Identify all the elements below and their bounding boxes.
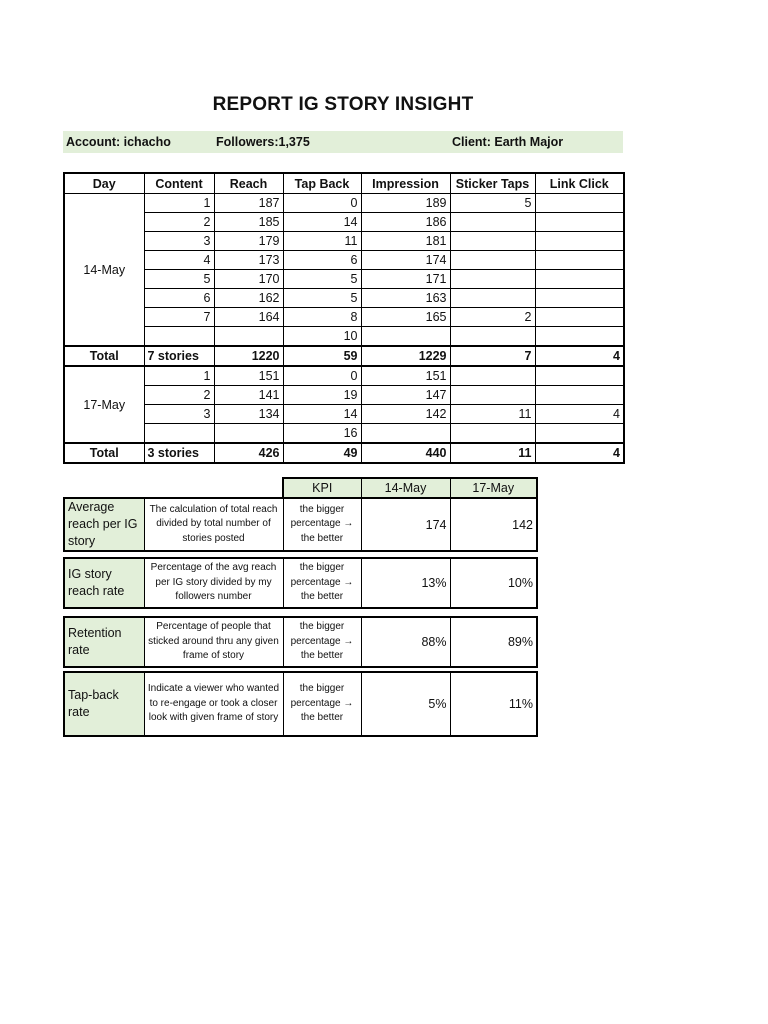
table-cell xyxy=(450,289,535,308)
table-cell xyxy=(450,366,535,386)
table-cell: 3 xyxy=(144,232,214,251)
kpi-header-label: KPI xyxy=(283,478,361,498)
table-cell xyxy=(144,424,214,444)
table-cell: 14 xyxy=(283,213,361,232)
table-cell: 170 xyxy=(214,270,283,289)
table-cell xyxy=(450,424,535,444)
table-row xyxy=(64,251,624,270)
kpi-description: Indicate a viewer who wanted to re-engage or took a closer look with given frame of story xyxy=(144,672,283,736)
kpi-description: The calculation of total reach divided by total number of stories posted xyxy=(144,498,283,551)
table-cell: 179 xyxy=(214,232,283,251)
table-cell xyxy=(450,251,535,270)
total-cell-reach: 426 xyxy=(214,443,283,463)
total-cell-label: Total xyxy=(64,346,144,366)
kpi-value-17-may: 11% xyxy=(450,672,537,736)
table-cell: 141 xyxy=(214,386,283,405)
table-cell: 16 xyxy=(283,424,361,444)
table-cell: 181 xyxy=(361,232,450,251)
total-cell-sticker: 11 xyxy=(450,443,535,463)
table-cell xyxy=(535,386,624,405)
table-cell xyxy=(144,327,214,347)
column-header: Sticker Taps xyxy=(450,173,535,194)
table-row xyxy=(64,289,624,308)
kpi-header-row xyxy=(283,478,537,498)
kpi-description: Percentage of people that sticked around thru any given frame of story xyxy=(144,617,283,667)
total-cell-impression: 440 xyxy=(361,443,450,463)
table-cell xyxy=(535,366,624,386)
kpi-name: Tap-back rate xyxy=(64,672,144,736)
kpi-row-retention-rate xyxy=(63,616,538,668)
total-cell-stories: 7 stories xyxy=(144,346,214,366)
kpi-value-14-may: 174 xyxy=(361,498,450,551)
table-row xyxy=(64,232,624,251)
total-cell-link: 4 xyxy=(535,346,624,366)
table-cell xyxy=(535,308,624,327)
table-cell: 4 xyxy=(144,251,214,270)
table-cell xyxy=(214,327,283,347)
table-row xyxy=(64,327,624,347)
table-cell: 10 xyxy=(283,327,361,347)
table-cell: 6 xyxy=(144,289,214,308)
kpi-name: Average reach per IG story xyxy=(64,498,144,551)
total-row xyxy=(64,443,624,463)
column-header: Content xyxy=(144,173,214,194)
kpi-value-14-may: 13% xyxy=(361,558,450,608)
table-row xyxy=(64,194,624,213)
table-cell: 151 xyxy=(214,366,283,386)
kpi-value-14-may: 5% xyxy=(361,672,450,736)
table-cell: 5 xyxy=(450,194,535,213)
table-cell: 151 xyxy=(361,366,450,386)
total-cell-impression: 1229 xyxy=(361,346,450,366)
kpi-value-14-may: 88% xyxy=(361,617,450,667)
table-cell: 2 xyxy=(144,386,214,405)
table-cell: 187 xyxy=(214,194,283,213)
table-cell: 189 xyxy=(361,194,450,213)
table-cell: 5 xyxy=(144,270,214,289)
table-cell xyxy=(450,213,535,232)
table-cell: 171 xyxy=(361,270,450,289)
kpi-value-17-may: 10% xyxy=(450,558,537,608)
column-header: Reach xyxy=(214,173,283,194)
table-cell: 173 xyxy=(214,251,283,270)
kpi-header-date-1: 14-May xyxy=(361,478,450,498)
table-cell xyxy=(361,327,450,347)
column-header: Day xyxy=(64,173,144,194)
total-cell-reach: 1220 xyxy=(214,346,283,366)
table-cell xyxy=(535,289,624,308)
kpi-name: Retention rate xyxy=(64,617,144,667)
kpi-goal: the bigger percentage → the better xyxy=(283,558,361,608)
total-cell-label: Total xyxy=(64,443,144,463)
table-row xyxy=(64,270,624,289)
total-row xyxy=(64,346,624,366)
table-cell: 185 xyxy=(214,213,283,232)
table-header-row xyxy=(64,173,624,194)
table-cell: 147 xyxy=(361,386,450,405)
table-row xyxy=(64,424,624,444)
report-title: REPORT IG STORY INSIGHT xyxy=(212,94,474,115)
table-cell: 0 xyxy=(283,366,361,386)
table-row xyxy=(64,405,624,424)
column-header: Link Click xyxy=(535,173,624,194)
total-cell-link: 4 xyxy=(535,443,624,463)
column-header: Tap Back xyxy=(283,173,361,194)
table-cell xyxy=(450,270,535,289)
kpi-value-17-may: 142 xyxy=(450,498,537,551)
account-label: Account: ichacho xyxy=(66,135,171,149)
table-body xyxy=(64,194,624,464)
table-cell xyxy=(450,327,535,347)
total-cell-sticker: 7 xyxy=(450,346,535,366)
account-info-bar xyxy=(63,131,623,153)
table-cell xyxy=(535,194,624,213)
total-cell-stories: 3 stories xyxy=(144,443,214,463)
table-row xyxy=(64,366,624,386)
table-cell xyxy=(535,213,624,232)
kpi-value-17-may: 89% xyxy=(450,617,537,667)
table-cell xyxy=(361,424,450,444)
table-cell: 7 xyxy=(144,308,214,327)
table-cell: 186 xyxy=(361,213,450,232)
table-cell: 165 xyxy=(361,308,450,327)
table-cell: 3 xyxy=(144,405,214,424)
table-row xyxy=(64,213,624,232)
kpi-header-table xyxy=(282,477,538,499)
table-cell: 134 xyxy=(214,405,283,424)
table-cell: 142 xyxy=(361,405,450,424)
day-cell: 14-May xyxy=(64,194,144,347)
table-row xyxy=(64,386,624,405)
table-cell: 0 xyxy=(283,194,361,213)
client-label: Client: Earth Major xyxy=(452,135,564,149)
kpi-header-date-2: 17-May xyxy=(450,478,537,498)
table-cell: 19 xyxy=(283,386,361,405)
table-cell: 11 xyxy=(283,232,361,251)
table-cell: 174 xyxy=(361,251,450,270)
table-cell xyxy=(214,424,283,444)
table-cell: 163 xyxy=(361,289,450,308)
total-cell-tap-back: 59 xyxy=(283,346,361,366)
kpi-row-reach-rate xyxy=(63,557,538,609)
table-cell: 2 xyxy=(144,213,214,232)
column-header: Impression xyxy=(361,173,450,194)
table-cell: 6 xyxy=(283,251,361,270)
followers-label: Followers:1,375 xyxy=(216,135,310,149)
kpi-goal: the bigger percentage → the better xyxy=(283,617,361,667)
story-insight-table xyxy=(63,172,625,464)
kpi-description: Percentage of the avg reach per IG story divided by my followers number xyxy=(144,558,283,608)
table-cell xyxy=(450,232,535,251)
kpi-row-average-reach xyxy=(63,497,538,552)
table-cell: 1 xyxy=(144,194,214,213)
table-cell: 164 xyxy=(214,308,283,327)
table-cell: 162 xyxy=(214,289,283,308)
table-row xyxy=(64,308,624,327)
table-cell: 5 xyxy=(283,270,361,289)
table-cell: 2 xyxy=(450,308,535,327)
total-cell-tap-back: 49 xyxy=(283,443,361,463)
table-cell xyxy=(535,424,624,444)
day-cell: 17-May xyxy=(64,366,144,443)
table-cell: 11 xyxy=(450,405,535,424)
table-cell xyxy=(450,386,535,405)
table-cell xyxy=(535,327,624,347)
kpi-name: IG story reach rate xyxy=(64,558,144,608)
table-cell xyxy=(535,270,624,289)
table-cell xyxy=(535,232,624,251)
table-cell: 14 xyxy=(283,405,361,424)
table-cell xyxy=(535,251,624,270)
table-cell: 1 xyxy=(144,366,214,386)
kpi-goal: the bigger percentage → the better xyxy=(283,672,361,736)
table-cell: 5 xyxy=(283,289,361,308)
kpi-row-tap-back-rate xyxy=(63,671,538,737)
kpi-goal: the bigger percentage → the better xyxy=(283,498,361,551)
table-cell: 8 xyxy=(283,308,361,327)
table-cell: 4 xyxy=(535,405,624,424)
